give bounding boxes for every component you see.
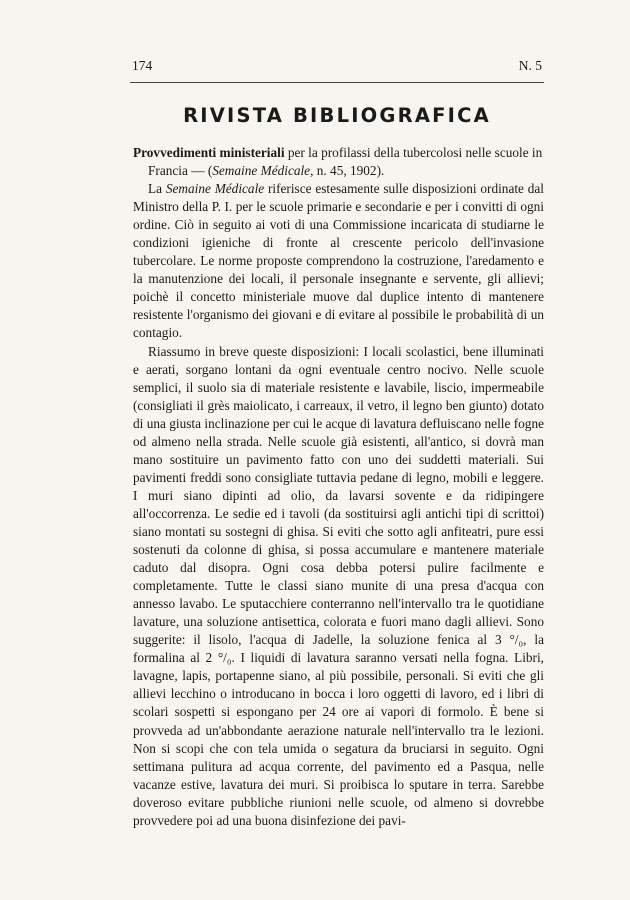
paragraph-1 xyxy=(133,180,544,342)
paragraph-1-text: riferisce estesamente sulle disposizioni ordinate dal Ministro della P. I. per le scuole primarie e secondarie e per i convitti di ogni ordine. Ciò in seguito ai voti di una Commissione incaricata di studiarne le condizioni igieniche di fronte al crescente pericolo dell'invasione tubercolare. Le norme proposte comprendono la costruzione, l'aredamento e la manutenzione dei locali, il personale insegnante e servente, gli allievi; poichè il concetto ministeriale muove dal duplice intento di mantenere resistente l'organismo dei giovani e di evitare al possibile le probabilità di un contagio. xyxy=(133,181,544,341)
issue-number: N. 5 xyxy=(518,58,542,73)
page-number: 174 xyxy=(132,58,153,73)
article-heading-citation: , n. 45, 1902). xyxy=(310,163,385,179)
article-body xyxy=(133,144,544,830)
article-heading-title: Provvedimenti ministeriali xyxy=(133,145,285,160)
paragraph-1-lead: La xyxy=(148,181,166,197)
paragraph-1-journal: Semaine Médicale xyxy=(165,181,265,197)
article-heading-subject: per la profilassi della tubercolosi nelle scuole in Francia — ( xyxy=(148,145,543,179)
paragraph-2: Riassumo in breve queste disposizioni: I locali scolastici, bene illuminati e aerati, sorgano lontani da ogni eventuale centro nocivo. Nelle scuole semplici, il suolo sia di materiale resistente e lavabile, liscio, impermeabile (consigliati il grès maiolicato, i carreaux, il vetro, il legno ben giunto) dotato di una giusta inclinazione per cui le acque di lavatura defluiscano nelle fogne od almeno nella strada. Nelle scuole già esistenti, all'antico, si dovrà man mano sostituire un pavimento fatto con uno dei suddetti materiali. Sui pavimenti freddi sono consigliate tuttavia pedane di legno, mobili e leggere. I muri siano dipinti ad olio, da lavarsi sovente e da ridipingere all'occorrenza. Le sedie ed i tavoli (da sostituirsi agli antichi tipi di scrittoi) siano montati su sostegni di ghisa. Si eviti che sotto agli anfiteatri, pure essi sostenuti da colonne di ghisa, si possa accumulare e mantenere materiale caduto dal disopra. Ogni cosa debba potersi pulire facilmente e completamente. Tutte le classi siano munite di una presa d'acqua con annesso lavabo. Le sputacchiere conterranno nell'intervallo tra le quotidiane lavature, una soluzione antisettica, colorata e fuori mano dagli allievi. Sono suggerite: il lisolo, l'acqua di Jadelle, la soluzione fenica al 3 °/₀, la formalina al 2 °/₀. I liquidi di lavatura saranno versati nella fogna. Libri, lavagne, lapis, portapenne siano, al più possibile, personali. Si eviti che gli allievi lecchino o introducano in bocca i loro oggetti di lavoro, ed i libri di scolari sospetti si espongano per 24 ore ai vapori di formolo. È bene si provveda ad un'abbondante aerazione naturale nell'intervallo tra le lezioni. Non si scopi che con tela umida o segatura da bruciarsi in seguito. Ogni settimana pulitura ad acqua corrente, del pavimento ed a Pasqua, nelle vacanze estive, lavatura dei muri. Si proibisca lo sputare in terra. Sarebbe doveroso evitare pubbliche riunioni nelle scuole, od almeno si dovrebbe provvedere poi ad una buona disinfezione dei pavi- xyxy=(133,343,544,828)
running-header xyxy=(132,58,542,74)
section-title: RIVISTA BIBLIOGRAFICA xyxy=(183,104,491,127)
article-heading-source: Semaine Médicale xyxy=(212,163,311,179)
header-rule xyxy=(130,82,544,83)
article-heading xyxy=(133,144,544,180)
